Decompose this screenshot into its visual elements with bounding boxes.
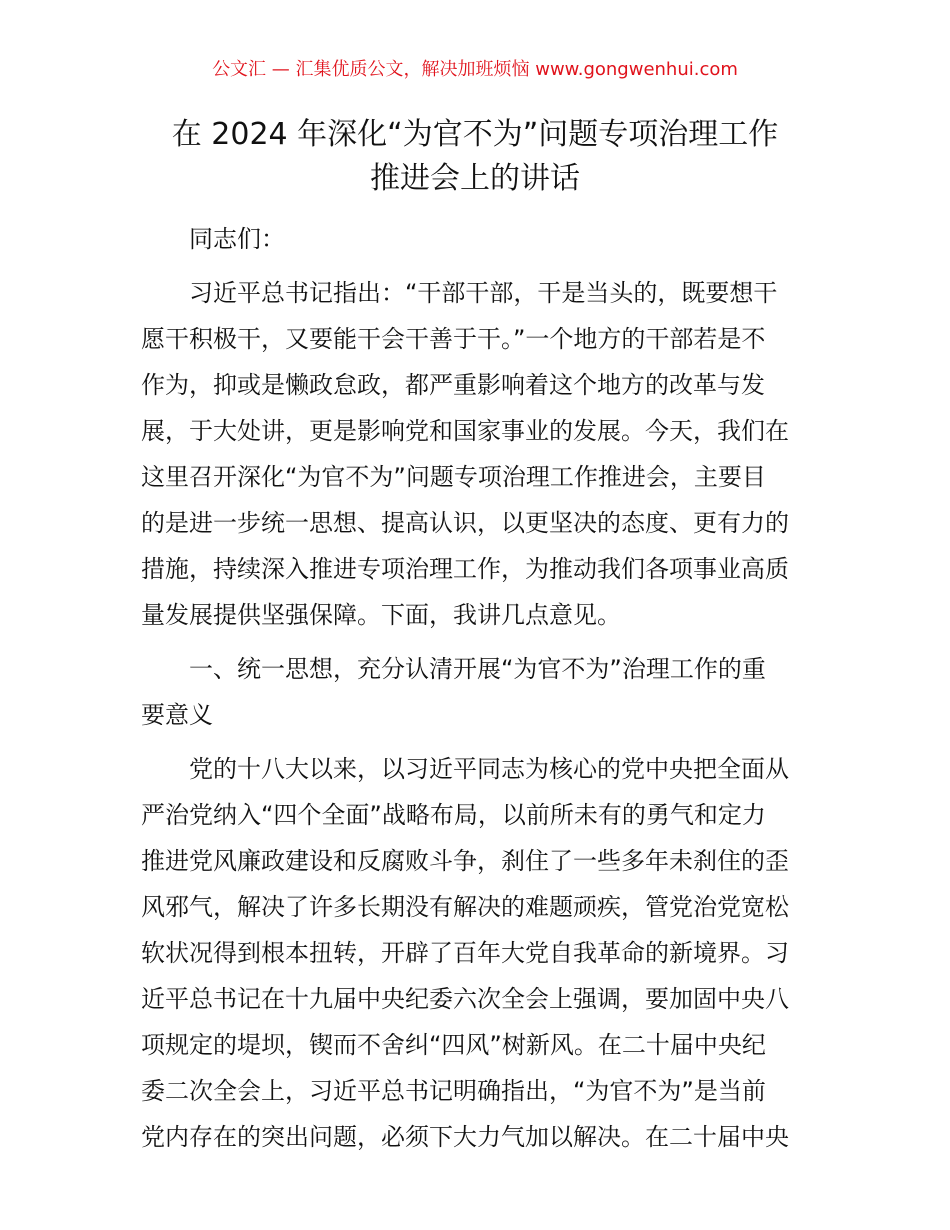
section-heading-1 bbox=[141, 646, 811, 738]
paragraph-line: 项规定的堤坝，锲而不舍纠“四风”树新风。在二十届中央纪 bbox=[141, 1031, 766, 1059]
heading-line: 要意义 bbox=[141, 701, 213, 729]
paragraph-line: 近平总书记在十九届中央纪委六次全会上强调，要加固中央八 bbox=[141, 985, 789, 1013]
paragraph-line: 党内存在的突出问题，必须下大力气加以解决。在二十届中央 bbox=[141, 1123, 789, 1151]
document-title-line-2: 推进会上的讲话 bbox=[370, 161, 580, 196]
paragraph-line: 作为，抑或是懒政怠政，都严重影响着这个地方的改革与发 bbox=[141, 371, 765, 399]
paragraph-intro bbox=[141, 270, 811, 638]
paragraph-section-1 bbox=[141, 746, 811, 1160]
paragraph-line: 风邪气，解决了许多长期没有解决的难题顽疾，管党治党宽松 bbox=[141, 893, 789, 921]
document-title-line-1: 在 2024 年深化“为官不为”问题专项治理工作 bbox=[171, 117, 779, 152]
header-banner: 公文汇 — 汇集优质公文，解决加班烦恼 www.gongwenhui.com bbox=[212, 59, 738, 80]
salutation: 同志们： bbox=[189, 225, 285, 253]
paragraph-line: 措施，持续深入推进专项治理工作，为推动我们各项事业高质 bbox=[141, 555, 789, 583]
paragraph-line: 这里召开深化“为官不为”问题专项治理工作推进会，主要目 bbox=[141, 463, 766, 491]
paragraph-line: 量发展提供坚强保障。下面，我讲几点意见。 bbox=[141, 601, 621, 629]
paragraph-line: 严治党纳入“四个全面”战略布局，以前所未有的勇气和定力 bbox=[141, 801, 766, 829]
paragraph-line: 委二次全会上，习近平总书记明确指出，“为官不为”是当前 bbox=[141, 1077, 766, 1105]
paragraph-line: 愿干积极干，又要能干会干善于干。”一个地方的干部若是不 bbox=[141, 325, 766, 353]
paragraph-line: 党的十八大以来，以习近平同志为核心的党中央把全面从 bbox=[189, 755, 789, 783]
paragraph-line: 推进党风廉政建设和反腐败斗争，刹住了一些多年未刹住的歪 bbox=[141, 847, 789, 875]
document-body bbox=[141, 216, 811, 1160]
paragraph-line: 软状况得到根本扭转，开辟了百年大党自我革命的新境界。习 bbox=[141, 939, 789, 967]
paragraph-line: 展，于大处讲，更是影响党和国家事业的发展。今天，我们在 bbox=[141, 417, 789, 445]
paragraph-line: 习近平总书记指出：“干部干部，干是当头的，既要想干 bbox=[189, 279, 778, 307]
paragraph-line: 的是进一步统一思想、提高认识，以更坚决的态度、更有力的 bbox=[141, 509, 789, 537]
heading-line: 一、统一思想，充分认清开展“为官不为”治理工作的重 bbox=[189, 655, 766, 683]
